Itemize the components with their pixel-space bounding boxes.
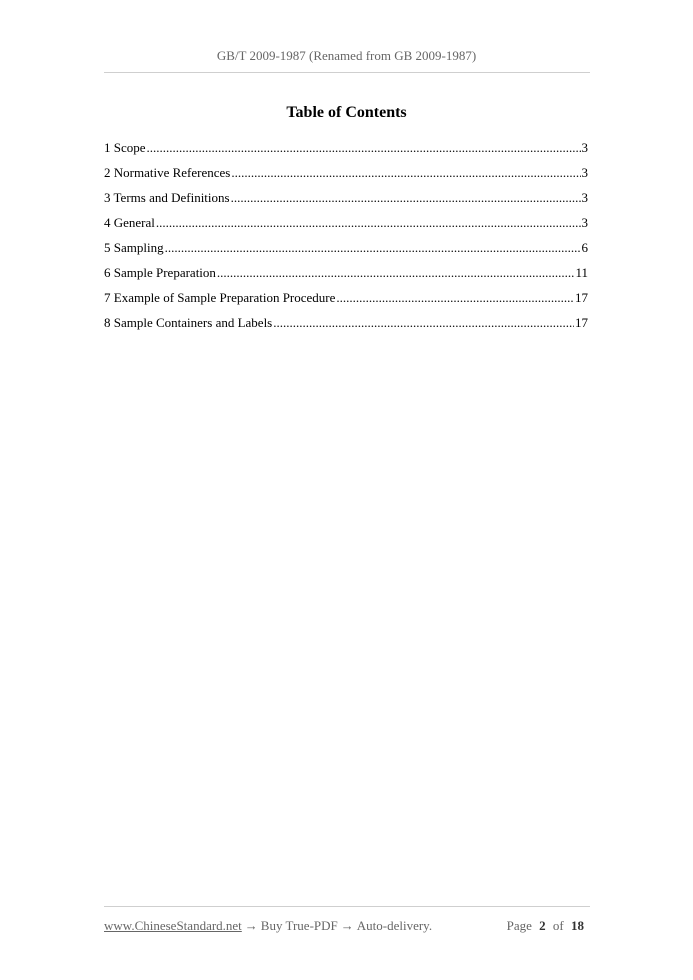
right-arrow-icon: →	[340, 918, 354, 933]
auto-delivery-text: Auto-delivery.	[356, 918, 433, 933]
running-header: GB/T 2009-1987 (Renamed from GB 2009-1987)	[216, 48, 477, 63]
toc-entry-page: 11	[575, 265, 588, 280]
toc-entry-page: 17	[575, 315, 588, 330]
footer-promo	[104, 918, 432, 934]
toc-entry-sampling[interactable]	[104, 240, 588, 265]
toc-entry-page: 3	[581, 140, 588, 155]
toc-entry-label: 6 Sample Preparation	[104, 265, 216, 280]
toc-entry-label: 1 Scope	[104, 140, 146, 155]
toc-entry-label: 5 Sampling	[104, 240, 164, 255]
toc-dot-leader	[336, 290, 574, 306]
toc-dot-leader	[217, 265, 575, 281]
toc-entry-label: 2 Normative References	[104, 165, 231, 180]
toc-entry-sample-preparation[interactable]	[104, 265, 588, 290]
page-footer	[104, 918, 588, 934]
toc-dot-leader	[273, 315, 574, 331]
footer-divider	[104, 906, 590, 907]
toc-entry-containers-labels[interactable]	[104, 315, 588, 340]
toc-entry-label: 8 Sample Containers and Labels	[104, 315, 273, 330]
toc-entry-page: 3	[581, 190, 588, 205]
toc-dot-leader	[147, 140, 581, 156]
toc-entry-scope[interactable]	[104, 140, 588, 165]
page-current: 2	[539, 918, 546, 933]
toc-entry-page: 3	[581, 215, 588, 230]
toc-entry-page: 3	[581, 165, 588, 180]
page-word: Page	[506, 918, 532, 933]
toc-entry-label: 3 Terms and Definitions	[104, 190, 230, 205]
toc-entry-general[interactable]	[104, 215, 588, 240]
page-counter	[507, 918, 588, 934]
page-total: 18	[571, 918, 584, 933]
toc-list	[104, 140, 588, 340]
toc-entry-label: 7 Example of Sample Preparation Procedure	[104, 290, 336, 305]
toc-entry-example-procedure[interactable]	[104, 290, 588, 315]
toc-dot-leader	[231, 190, 581, 206]
header-divider	[104, 72, 590, 73]
toc-entry-page: 6	[581, 240, 588, 255]
toc-dot-leader	[165, 240, 581, 256]
toc-entry-normative-references[interactable]	[104, 165, 588, 190]
right-arrow-icon: →	[244, 918, 258, 933]
toc-dot-leader	[231, 165, 580, 181]
of-word: of	[552, 918, 564, 933]
toc-dot-leader	[156, 215, 581, 231]
buy-pdf-text: Buy True-PDF	[260, 918, 338, 933]
toc-entry-label: 4 General	[104, 215, 155, 230]
site-link[interactable]: www.ChineseStandard.net	[104, 918, 242, 933]
toc-entry-terms-definitions[interactable]	[104, 190, 588, 215]
toc-entry-page: 17	[575, 290, 588, 305]
toc-title: Table of Contents	[286, 104, 407, 121]
